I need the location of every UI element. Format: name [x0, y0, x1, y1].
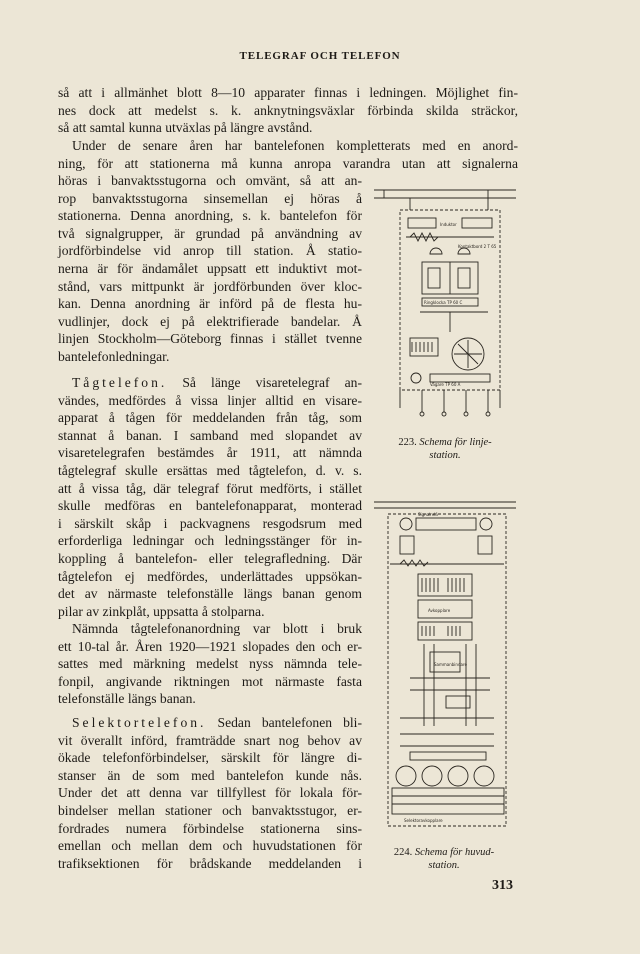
text-fragment: Så länge visaretelegraf an-	[182, 375, 362, 390]
paragraph-2-narrow	[58, 172, 362, 366]
text-line: Under de senare åren har bantelefonen kompletterats med en anord-	[72, 138, 518, 153]
figure-224-number: 224.	[393, 847, 413, 858]
text-line: ökade telefonförbindelser, särskilt för längre di-	[58, 750, 362, 766]
text-line: två signalgrupper, är grundad på användning av	[58, 225, 362, 241]
text-line: linjen Stockholm—Göteborg finnas i stället tvenne	[58, 331, 362, 347]
text-line: bantelefonledningar.	[58, 348, 170, 364]
text-line: vändes, medfördes å vissa linjer alltid en visare-	[58, 392, 362, 408]
running-header: TELEGRAF OCH TELEFON	[239, 50, 401, 62]
fig223-label-vaxlare: Vägare TP 60 A	[430, 382, 461, 387]
text-line: tågtelefon ej medfördes, underlättades uppsökan-	[58, 568, 362, 584]
figure-224-caption	[378, 846, 510, 872]
figure-223-caption	[380, 436, 510, 462]
paragraph-4	[58, 620, 362, 708]
text-line: pilar av zinkplåt, uppsatta å stolparna.	[58, 603, 265, 619]
text-line: att å vissa tåg, där telegraf förut medförts, i stället	[58, 480, 362, 496]
text-line: rop banvaktsstugorna sinsemellan ej höras å	[58, 190, 362, 206]
figure-223-title-2: station.	[429, 450, 461, 461]
text-line: så att i allmänhet blott 8—10 apparater finnas i ledningen. Möjlighet fin-	[58, 85, 518, 100]
figure-223-number: 223.	[398, 437, 417, 448]
text-line: höras i banvaktsstugorna och omvänt, så att an-	[58, 173, 362, 188]
fig223-label-induktor: Induktor	[440, 222, 457, 227]
text-line: sattes med märkning medelst nyss nämnda tele-	[58, 656, 362, 672]
text-line: nerna är för ändamålet uppsatt ett induktivt mot-	[58, 260, 362, 276]
text-fragment: Sedan bantelefonen bli-	[217, 715, 362, 730]
text-line: stånd, vars mittpunkt är jordförbunden över kloc-	[58, 278, 362, 294]
section-heading-tagtelefon: Tågtelefon.	[72, 375, 168, 390]
section-heading-selektortelefon: Selektortelefon.	[72, 715, 207, 730]
text-line: Nämnda tågtelefonanordning var blott i bruk	[72, 621, 362, 636]
text-line: bindelser mellan stationer och banvaktsstugor, er-	[58, 802, 362, 818]
text-line	[58, 714, 362, 732]
text-line: ett 10-tal år. Åren 1920—1921 slopades den och er-	[58, 638, 362, 654]
text-line: ning, för att stationerna må kunna anropa varandra utan att signalerna	[58, 155, 518, 171]
text-line: trafiksektionen för brådskande meddelanden i	[58, 855, 362, 871]
fig223-label-kontaktbord: Kontaktbord 2 T 65	[458, 244, 497, 249]
text-line: telefonställe längs banan.	[58, 691, 196, 707]
paragraph-5	[58, 714, 362, 872]
text-line: koppling å bantelefon- eller telegrafledning. Där	[58, 550, 362, 566]
text-line: stationerna. Denna anordning, s. k. bantelefon för	[58, 208, 362, 224]
fig224-label-signalrela: Signalrelä	[418, 512, 438, 517]
figure-224-title: Schema för huvud-	[414, 847, 495, 858]
paragraph-1	[58, 84, 518, 137]
text-line: vudlinjer, dock ej på elektrifierade bandelar. Å	[58, 313, 362, 329]
text-line: emellan och mellan dem och huvudstationen för	[58, 838, 362, 854]
text-line: så att samtal kunna utväxlas på längre avstånd.	[58, 120, 313, 136]
fig224-label-selektoravkopplare: Selektoravkopplare	[404, 818, 443, 823]
fig224-label-avkopplare: Avkopplare	[428, 608, 451, 613]
text-line: i särskilt skåp i packvagnens resgodsrum med	[58, 515, 362, 531]
fig223-label-ringklocka: Ringklocka TP 60 C	[424, 300, 463, 305]
figure-223-title: Schema för linje-	[419, 437, 492, 448]
text-line	[58, 374, 362, 392]
text-line: vit överallt införd, framträdde snart nog behov av	[58, 732, 362, 748]
text-line: kan. Denna anordning är införd på de flesta hu-	[58, 296, 362, 312]
text-line: stanser än de som med bantelefon kunde nås.	[58, 767, 362, 783]
paragraph-3	[58, 374, 362, 620]
text-line: fonpil, angivande riktningen mot närmaste fasta	[58, 673, 362, 689]
text-line: jordförbindelse vid anrop till station. Å statio-	[58, 243, 362, 259]
text-line: nes dock att medelst s. k. anknytningsväxlar förbinda skilda sträckor,	[58, 102, 518, 118]
text-line: fordrades numera förbindelse stationerna sins-	[58, 820, 362, 836]
text-line: det av närmaste telefonställe längs banan genom	[58, 586, 362, 602]
figure-223-schematic	[370, 182, 520, 432]
text-line: visaretelegrafen bestämdes år 1911, att nämnda	[58, 445, 362, 461]
text-line: skulle medföras en bantelefonapparat, monterad	[58, 498, 362, 514]
text-line: tågtelegraf skulle ersättas med tågtelefon, d. v. s.	[58, 462, 362, 478]
fig224-label-sammanbindare: Sammanbindare	[434, 662, 467, 667]
text-line: apparat å tågen för meddelanden från tåg, som	[58, 410, 362, 426]
figure-224-schematic	[370, 496, 520, 836]
text-line: stannat å banan. I samband med slopandet av	[58, 427, 362, 443]
page-number: 313	[492, 878, 513, 893]
paragraph-2-wide	[58, 137, 518, 172]
figure-224-title-2: station.	[428, 860, 460, 871]
text-line: Under det att denna var tillfyllest för lokala för-	[58, 785, 362, 801]
text-line: erforderliga ledningar och ledningsstänger för in-	[58, 533, 362, 549]
